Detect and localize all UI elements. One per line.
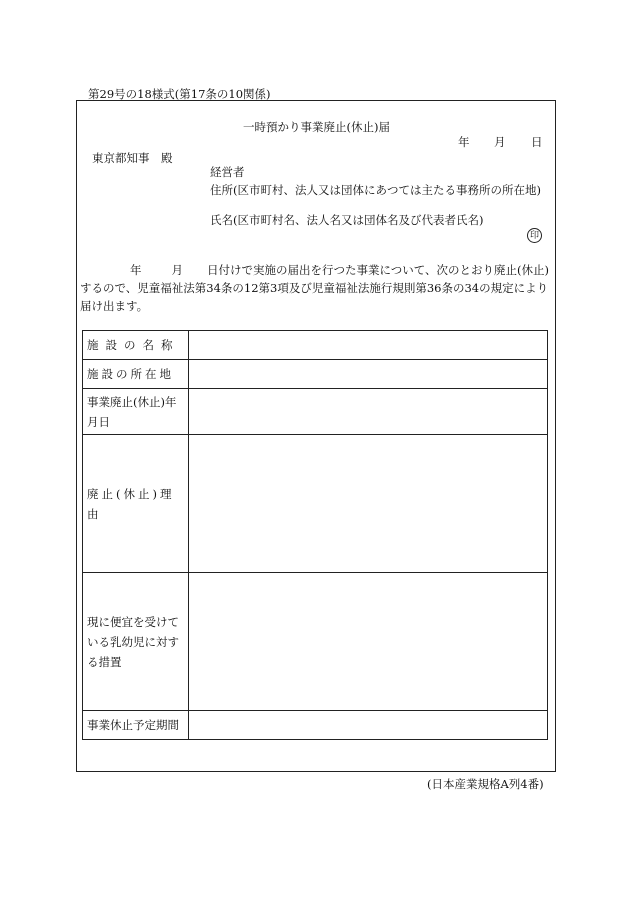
table-row bbox=[83, 435, 548, 573]
suspension-period-label: 事業休止予定期間 bbox=[83, 711, 189, 740]
body-paragraph bbox=[80, 261, 554, 315]
name-label: 氏名(区市町村名、法人名又は団体名及び代表者氏名) bbox=[210, 213, 484, 227]
paper-size-note: (日本産業規格A列4番) bbox=[427, 777, 544, 791]
form-number-label: 第29号の18様式(第17条の10関係) bbox=[88, 87, 271, 101]
facility-name-field[interactable] bbox=[189, 331, 548, 360]
table-row bbox=[83, 331, 548, 360]
document-title: 一時預かり事業廃止(休止)届 bbox=[243, 120, 390, 134]
body-text: 日付けで実施の届出を行つた事業について、次のとおり廃止(休止)するので、児童福祉法第34条の12第3項及び児童福祉法施行規則第36条の34の規定により届け出ます。 bbox=[80, 263, 550, 313]
facility-address-field[interactable] bbox=[189, 360, 548, 389]
closure-reason-label: 廃止(休止)理由 bbox=[83, 435, 189, 573]
operator-label: 経営者 bbox=[210, 165, 245, 179]
suspension-period-field[interactable] bbox=[189, 711, 548, 740]
address-label: 住所(区市町村、法人又は団体にあつては主たる事務所の所在地) bbox=[210, 183, 541, 197]
date-month-label: 月 bbox=[494, 135, 506, 149]
infant-measures-field[interactable] bbox=[189, 573, 548, 711]
table-row bbox=[83, 711, 548, 740]
table-row bbox=[83, 389, 548, 435]
body-month-label: 月 bbox=[171, 263, 183, 277]
facility-address-label: 施設の所在地 bbox=[83, 360, 189, 389]
date-year-label: 年 bbox=[458, 135, 470, 149]
facility-name-label: 施設の名称 bbox=[83, 331, 189, 360]
closure-date-field[interactable] bbox=[189, 389, 548, 435]
table-row bbox=[83, 573, 548, 711]
closure-reason-field[interactable] bbox=[189, 435, 548, 573]
addressee: 東京都知事 殿 bbox=[92, 151, 173, 165]
form-table bbox=[82, 330, 548, 740]
closure-date-label: 事業廃止(休止)年月日 bbox=[83, 389, 189, 435]
body-year-label: 年 bbox=[130, 263, 142, 277]
seal-icon: 印 bbox=[527, 228, 542, 243]
date-day-label: 日 bbox=[531, 135, 543, 149]
infant-measures-label: 現に便宜を受けている乳幼児に対する措置 bbox=[83, 573, 189, 711]
table-row bbox=[83, 360, 548, 389]
